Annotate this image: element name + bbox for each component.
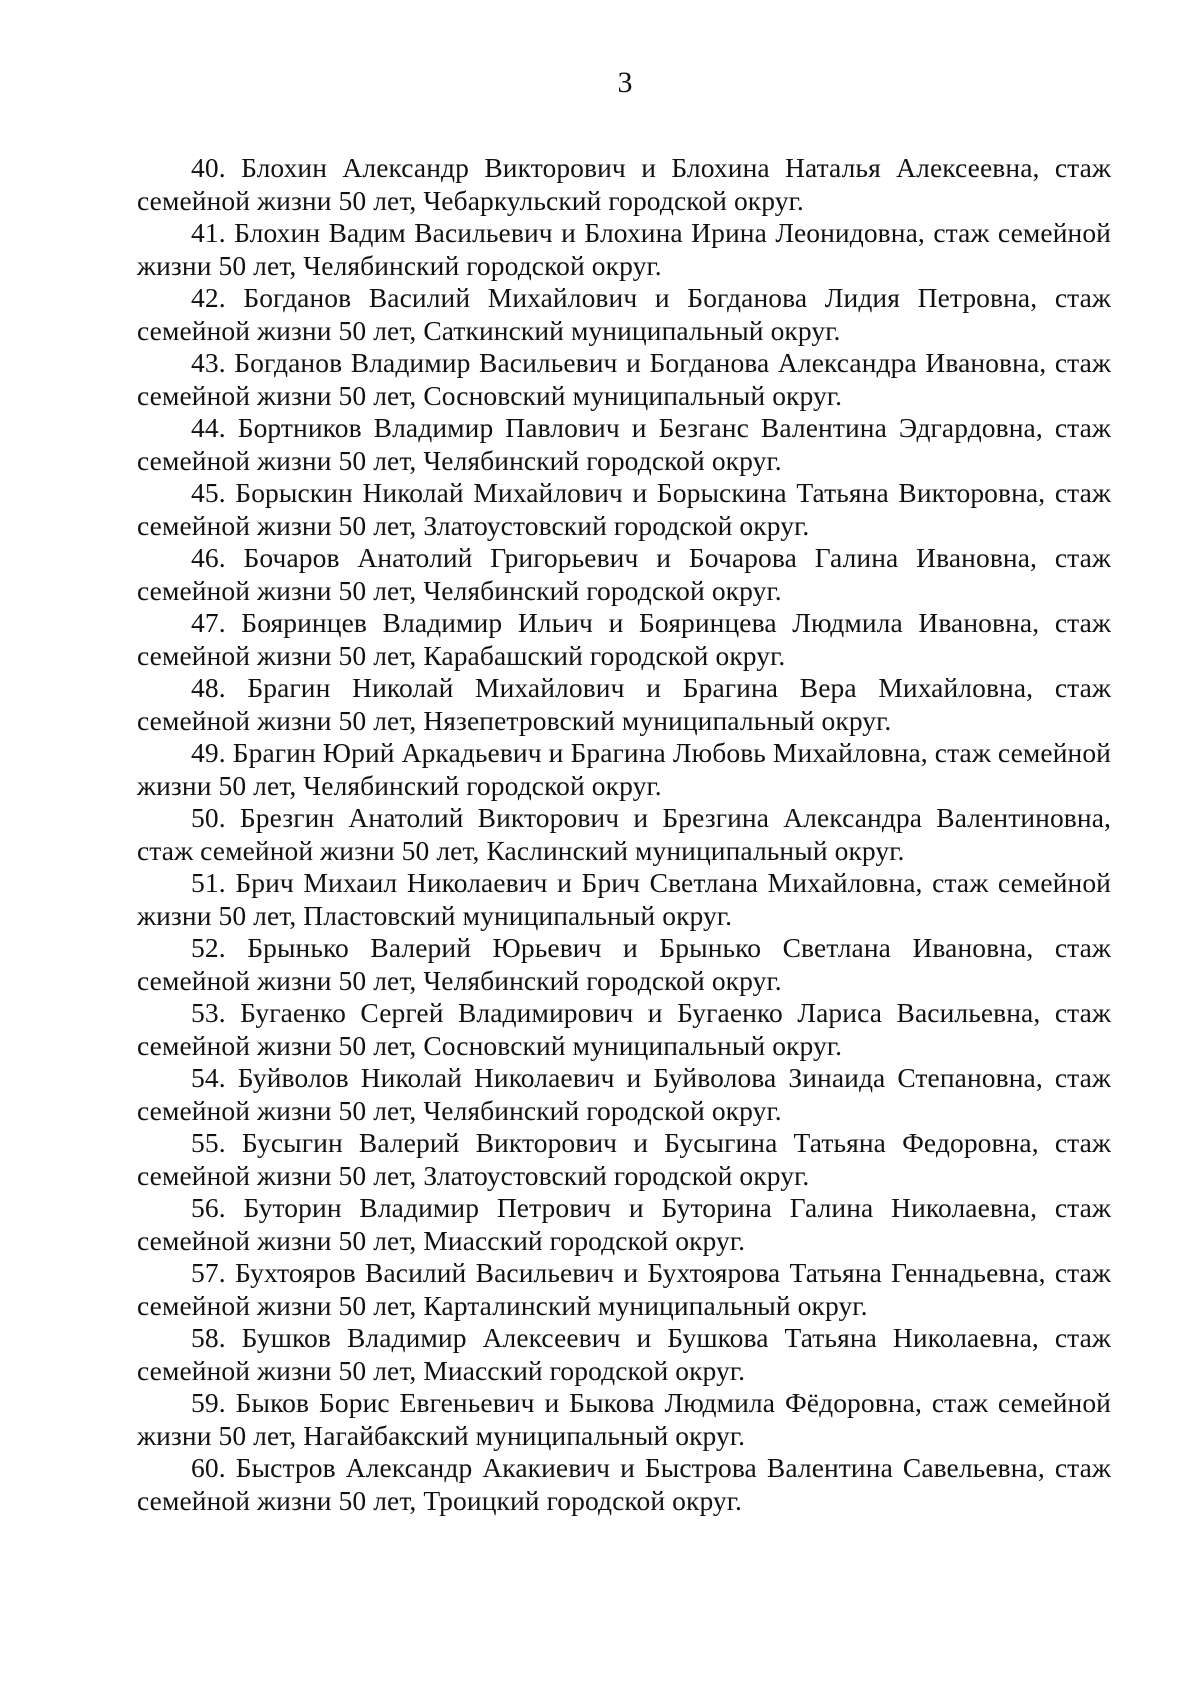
list-item [137, 282, 1111, 347]
list-item [137, 1452, 1111, 1517]
list-item [137, 1257, 1111, 1322]
item-text: Богданов Василий Михайлович и Богданова Лидия Петровна, стаж семейной жизни 50 лет, Саткинский муниципальный округ. [137, 282, 1111, 346]
item-text: Буторин Владимир Петрович и Буторина Галина Николаевна, стаж семейной жизни 50 лет, Миасский городской округ. [137, 1192, 1112, 1256]
item-number: 57. [191, 1257, 226, 1288]
item-number: 56. [191, 1192, 226, 1223]
list-item [137, 152, 1111, 217]
item-text: Блохин Александр Викторович и Блохина Наталья Алексеевна, стаж семейной жизни 50 лет, Чебаркульский городской округ. [137, 152, 1112, 216]
item-number: 60. [191, 1452, 226, 1483]
item-text: Бочаров Анатолий Григорьевич и Бочарова Галина Ивановна, стаж семейной жизни 50 лет, Челябинский городской округ. [137, 542, 1111, 606]
item-number: 49. [191, 737, 226, 768]
item-number: 47. [191, 607, 226, 638]
list-item [137, 347, 1111, 412]
list-item [137, 802, 1111, 867]
list-item [137, 1387, 1111, 1452]
item-text: Брагин Николай Михайлович и Брагина Вера Михайловна, стаж семейной жизни 50 лет, Нязепетровский муниципальный округ. [137, 672, 1111, 736]
item-number: 51. [191, 867, 226, 898]
list-item [137, 477, 1111, 542]
item-number: 53. [191, 997, 226, 1028]
list-item [137, 542, 1111, 607]
item-number: 40. [191, 152, 226, 183]
item-number: 46. [191, 542, 226, 573]
list-item [137, 1192, 1111, 1257]
item-number: 58. [191, 1322, 226, 1353]
item-number: 54. [191, 1062, 226, 1093]
item-number: 41. [191, 217, 226, 248]
page-number: 3 [617, 66, 633, 99]
item-text: Буйволов Николай Николаевич и Буйволова Зинаида Степановна, стаж семейной жизни 50 лет, Челябинский городской округ. [137, 1062, 1111, 1126]
item-number: 48. [191, 672, 226, 703]
list-item [137, 867, 1111, 932]
item-number: 55. [191, 1127, 226, 1158]
list-item [137, 607, 1111, 672]
item-text: Богданов Владимир Васильевич и Богданова Александра Ивановна, стаж семейной жизни 50 лет, Сосновский муниципальный округ. [137, 347, 1111, 411]
list-item [137, 737, 1111, 802]
item-text: Брагин Юрий Аркадьевич и Брагина Любовь Михайловна, стаж семейной жизни 50 лет, Челябинский городской округ. [137, 737, 1111, 801]
item-text: Быков Борис Евгеньевич и Быкова Людмила Фёдоровна, стаж семейной жизни 50 лет, Нагайбакский муниципальный округ. [137, 1387, 1111, 1451]
item-text: Бухтояров Василий Васильевич и Бухтоярова Татьяна Геннадьевна, стаж семейной жизни 50 лет, Карталинский муниципальный округ. [137, 1257, 1111, 1321]
item-text: Быстров Александр Акакиевич и Быстрова Валентина Савельевна, стаж семейной жизни 50 лет, Троицкий городской округ. [137, 1452, 1111, 1516]
item-number: 44. [191, 412, 226, 443]
list-item [137, 1062, 1111, 1127]
item-text: Бугаенко Сергей Владимирович и Бугаенко Лариса Васильевна, стаж семейной жизни 50 лет, Сосновский муниципальный округ. [137, 997, 1111, 1061]
list-item [137, 1127, 1111, 1192]
item-text: Бусыгин Валерий Викторович и Бусыгина Татьяна Федоровна, стаж семейной жизни 50 лет, Златоустовский городской округ. [137, 1127, 1111, 1191]
item-number: 43. [191, 347, 226, 378]
item-text: Бояринцев Владимир Ильич и Бояринцева Людмила Ивановна, стаж семейной жизни 50 лет, Карабашский городской округ. [137, 607, 1111, 671]
item-number: 42. [191, 282, 226, 313]
item-number: 52. [191, 932, 226, 963]
item-text: Брынько Валерий Юрьевич и Брынько Светлана Ивановна, стаж семейной жизни 50 лет, Челябинский городской округ. [137, 932, 1111, 996]
item-text: Брезгин Анатолий Викторович и Брезгина Александра Валентиновна, стаж семейной жизни 50 лет, Каслинский муниципальный округ. [137, 802, 1111, 866]
item-text: Борыскин Николай Михайлович и Борыскина Татьяна Викторовна, стаж семейной жизни 50 лет, Златоустовский городской округ. [137, 477, 1111, 541]
list-item [137, 217, 1111, 282]
list-item [137, 932, 1111, 997]
couples-list [137, 152, 1111, 1517]
list-item [137, 412, 1111, 477]
list-item [137, 997, 1111, 1062]
item-text: Блохин Вадим Васильевич и Блохина Ирина Леонидовна, стаж семейной жизни 50 лет, Челябинский городской округ. [137, 217, 1111, 281]
item-number: 45. [191, 477, 226, 508]
list-item [137, 672, 1111, 737]
item-number: 59. [191, 1387, 226, 1418]
item-number: 50. [191, 802, 226, 833]
item-text: Бортников Владимир Павлович и Безганс Валентина Эдгардовна, стаж семейной жизни 50 лет, Челябинский городской округ. [137, 412, 1111, 476]
item-text: Бушков Владимир Алексеевич и Бушкова Татьяна Николаевна, стаж семейной жизни 50 лет, Миасский городской округ. [137, 1322, 1111, 1386]
list-item [137, 1322, 1111, 1387]
item-text: Брич Михаил Николаевич и Брич Светлана Михайловна, стаж семейной жизни 50 лет, Пластовский муниципальный округ. [137, 867, 1111, 931]
